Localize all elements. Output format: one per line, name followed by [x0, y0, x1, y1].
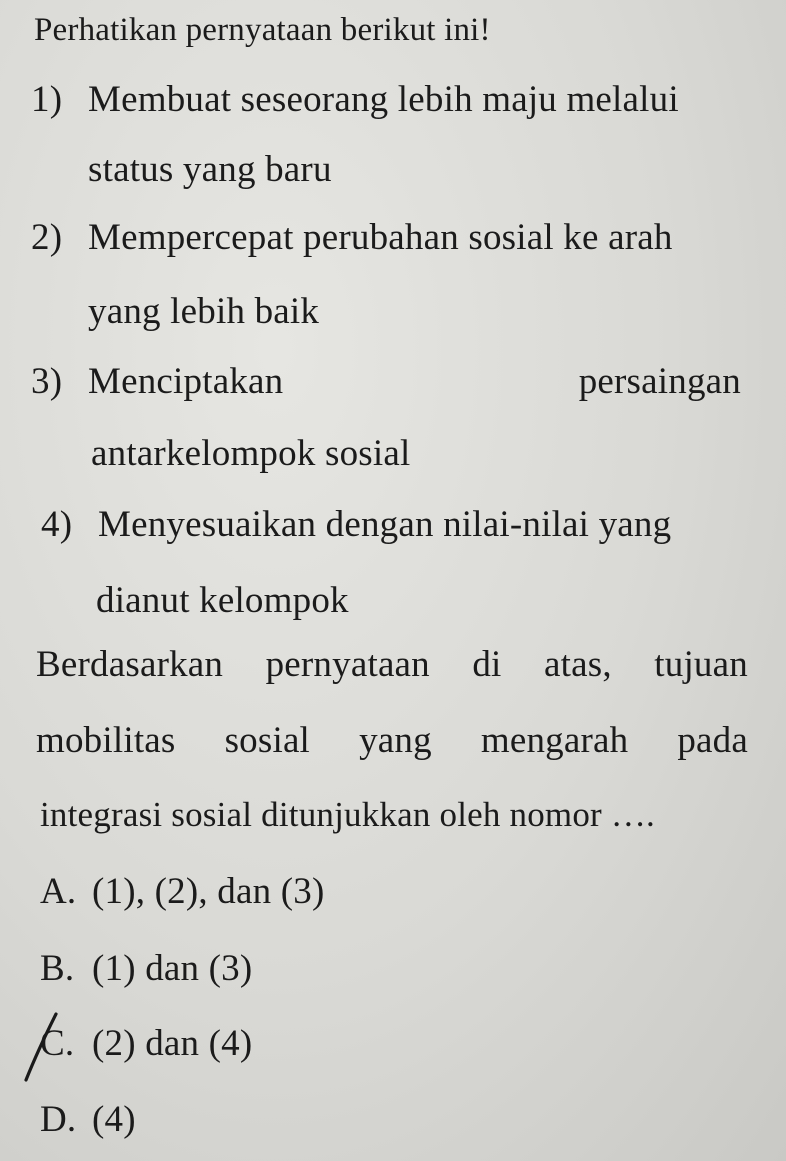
statement-text: Membuat seseorang lebih maju melalui [88, 79, 679, 120]
pen-mark-icon [22, 1012, 58, 1084]
statement-2 [31, 216, 673, 260]
question-word: sosial [224, 720, 311, 761]
question-word: mobilitas [36, 720, 176, 761]
statement-number: 4) [41, 504, 73, 545]
option-text: (2) dan (4) [92, 1023, 253, 1064]
statement-1 [31, 78, 679, 122]
option-d[interactable] [40, 1098, 136, 1142]
option-label: D. [40, 1099, 77, 1140]
question-line-1 [36, 643, 748, 687]
option-label: A. [40, 871, 77, 912]
question-word: di [472, 644, 502, 685]
statement-text: Menciptakan [88, 361, 284, 402]
question-word: mengarah [480, 720, 629, 761]
instruction-text: Perhatikan pernyataan berikut ini! [34, 12, 491, 48]
question-word: Berdasarkan [36, 644, 224, 685]
statement-number: 2) [31, 217, 63, 258]
question-word: pada [677, 720, 748, 761]
option-b[interactable] [40, 947, 252, 991]
question-line-3: integrasi sosial ditunjukkan oleh nomor …. [40, 795, 655, 834]
question-line-2 [36, 719, 748, 763]
option-text: (1) dan (3) [92, 948, 253, 989]
option-text: (4) [92, 1099, 136, 1140]
option-label: B. [40, 948, 75, 989]
statement-2-continued: yang lebih baik [88, 291, 320, 332]
statement-text: Menyesuaikan dengan nilai-nilai yang [98, 504, 672, 545]
option-a[interactable] [40, 870, 325, 914]
statement-text-right: persaingan [578, 361, 741, 402]
statement-1-continued: status yang baru [88, 149, 332, 190]
statement-number: 3) [31, 361, 63, 402]
question-word: pernyataan [265, 644, 430, 685]
question-word: atas, [544, 644, 612, 685]
option-label: C. [40, 1023, 75, 1064]
statement-4-continued: dianut kelompok [96, 580, 349, 621]
statement-text: Mempercepat perubahan sosial ke arah [88, 217, 673, 258]
statement-4 [41, 503, 671, 547]
option-c[interactable] [40, 1022, 252, 1066]
question-word: yang [359, 720, 432, 761]
question-word: tujuan [654, 644, 748, 685]
statement-3 [31, 360, 741, 404]
statement-number: 1) [31, 79, 63, 120]
option-text: (1), (2), dan (3) [92, 871, 325, 912]
statement-3-continued: antarkelompok sosial [91, 433, 411, 474]
